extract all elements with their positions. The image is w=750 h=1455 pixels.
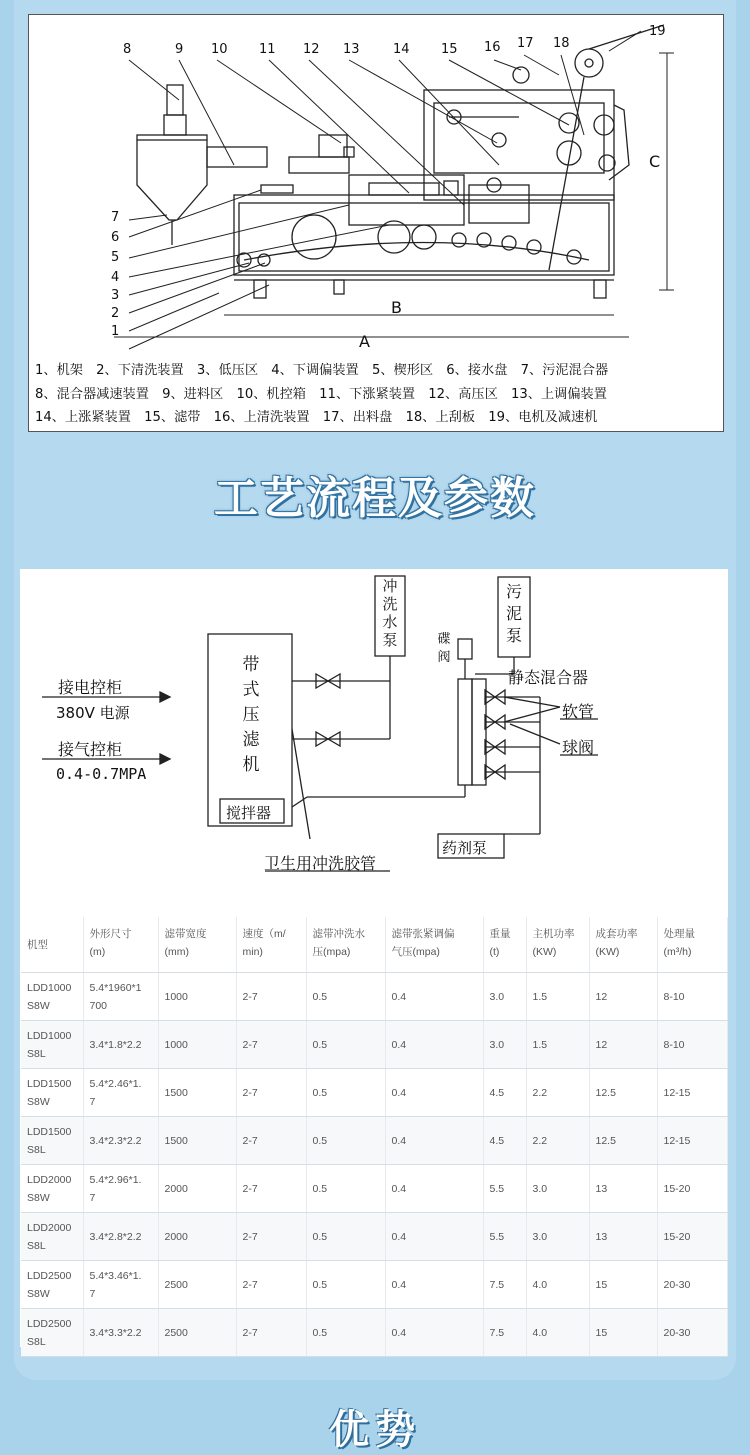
cell-line: LDD1000 [27, 1029, 72, 1042]
column-header [83, 917, 158, 973]
cell-line: 12.5 [595, 1086, 616, 1099]
table-cell [306, 1021, 385, 1069]
part-number: 11 [259, 42, 276, 57]
agitator-label: 搅拌器 [226, 804, 272, 822]
cell-line: 5.4*3.46*1. [89, 1269, 142, 1282]
column-header-line: (m³/h) [663, 946, 692, 958]
cell-line: 12-15 [663, 1134, 691, 1147]
table-cell [21, 973, 83, 1021]
column-header-line: 机型 [27, 938, 48, 951]
table-cell [657, 1213, 727, 1261]
part-number: 8 [123, 42, 132, 57]
power-value: 380V 电源 [56, 704, 130, 722]
column-header [306, 917, 385, 973]
part-number: 6 [111, 230, 120, 245]
legend-row [35, 383, 719, 407]
legend-item: 8、混合器减速装置 [35, 386, 149, 402]
cell-line: 2.2 [532, 1086, 548, 1099]
section-title: 工艺流程及参数 [214, 473, 536, 524]
table-cell [83, 973, 158, 1021]
table-cell [158, 1165, 236, 1213]
cell-line: LDD1500 [27, 1077, 72, 1090]
cell-line: 2-7 [242, 1230, 258, 1243]
cell-line: 2500 [164, 1326, 188, 1339]
part-number: 10 [211, 42, 228, 57]
table-cell [21, 1069, 83, 1117]
table-cell [21, 1117, 83, 1165]
legend-item: 5、楔形区 [371, 363, 434, 378]
table-cell [158, 1261, 236, 1309]
cell-line: 7.5 [489, 1278, 505, 1291]
column-header [385, 917, 483, 973]
dosing-pump-label: 药剂泵 [442, 839, 488, 857]
table-cell [83, 1069, 158, 1117]
table-cell [236, 1117, 306, 1165]
part-number: 16 [484, 40, 501, 55]
cell-line: 0.4 [391, 1326, 407, 1339]
part-number: 9 [175, 42, 184, 57]
legend-item: 6、接水盘 [446, 363, 508, 378]
table-cell [236, 1069, 306, 1117]
table-cell [483, 1069, 526, 1117]
table-cell [657, 1261, 727, 1309]
table-cell [83, 1117, 158, 1165]
cell-line: LDD1500 [27, 1125, 72, 1138]
table-cell [385, 973, 483, 1021]
cell-line: 0.4 [391, 1278, 407, 1291]
column-header-line: (mm) [164, 946, 189, 958]
cell-line: 3.4*3.3*2.2 [89, 1326, 142, 1339]
cell-line: 2-7 [242, 1134, 258, 1147]
table-cell [526, 973, 589, 1021]
table-cell [657, 1309, 727, 1357]
table-row [21, 1069, 727, 1117]
part-number: 15 [441, 42, 458, 57]
cell-line: 5.4*2.46*1. [89, 1077, 142, 1090]
legend-item: 11、下涨紧装置 [319, 386, 416, 402]
cell-line: S8W [27, 1191, 50, 1204]
table-cell [589, 1261, 657, 1309]
cell-line: 0.5 [312, 990, 328, 1003]
table-cell [483, 1117, 526, 1165]
cell-line: 13 [595, 1182, 608, 1195]
table-cell [236, 973, 306, 1021]
cell-line: S8L [27, 1143, 46, 1156]
column-header-line: 重量 [489, 928, 511, 940]
table-cell [483, 973, 526, 1021]
part-number: 5 [111, 250, 120, 265]
belt-press-label: 带 式 压 滤 机 [242, 655, 260, 775]
cell-line: 0.5 [312, 1134, 328, 1147]
cell-line: 7.5 [489, 1326, 505, 1339]
table-cell [83, 1213, 158, 1261]
table-cell [83, 1309, 158, 1357]
parameter-table [21, 917, 728, 1357]
cell-line: LDD2500 [27, 1317, 72, 1330]
column-header-line: 气压(mpa) [391, 946, 440, 958]
column-header-line: 处理量 [663, 928, 695, 940]
cell-line: 0.4 [391, 1182, 407, 1195]
table-row [21, 1117, 727, 1165]
part-number: 14 [393, 42, 410, 57]
table-cell [526, 1117, 589, 1165]
ball-valve-label: 球阀 [562, 738, 595, 757]
cell-line: 8-10 [663, 990, 685, 1003]
table-cell [589, 1213, 657, 1261]
table-cell [306, 1117, 385, 1165]
cell-line: 3.0 [489, 990, 505, 1003]
cell-line: 7 [89, 1095, 96, 1108]
table-cell [306, 1165, 385, 1213]
cell-line: 0.5 [312, 1182, 328, 1195]
parts-legend [35, 359, 719, 430]
legend-item: 16、上清洗装置 [213, 410, 310, 425]
cell-line: 3.0 [532, 1182, 548, 1195]
table-cell [657, 1165, 727, 1213]
table-cell [657, 1069, 727, 1117]
table-cell [158, 1021, 236, 1069]
process-flow-diagram [20, 569, 728, 917]
legend-item: 3、低压区 [196, 363, 259, 378]
table-cell [483, 1165, 526, 1213]
table-cell [657, 1021, 727, 1069]
dimension-b: B [391, 298, 402, 317]
table-cell [21, 1021, 83, 1069]
table-cell [306, 1213, 385, 1261]
cell-line: 1.5 [532, 990, 548, 1003]
table-cell [21, 1309, 83, 1357]
part-number: 1 [111, 324, 120, 339]
cell-line: 4.5 [489, 1086, 505, 1099]
cell-line: 0.5 [312, 1086, 328, 1099]
cell-line: 0.5 [312, 1278, 328, 1291]
column-header [236, 917, 306, 973]
table-cell [385, 1213, 483, 1261]
advantages-title: 优势 [329, 1407, 421, 1453]
cell-line: 3.0 [532, 1230, 548, 1243]
cell-line: 15-20 [663, 1230, 691, 1243]
cell-line: 8-10 [663, 1038, 685, 1051]
cell-line: LDD2000 [27, 1221, 72, 1234]
part-number: 13 [343, 42, 360, 57]
table-cell [589, 1309, 657, 1357]
cell-line: 2500 [164, 1278, 188, 1291]
table-cell [306, 1069, 385, 1117]
cell-line: 12 [595, 990, 608, 1003]
legend-row [35, 406, 719, 430]
cell-line: 3.4*1.8*2.2 [89, 1038, 142, 1051]
table-row [21, 1213, 727, 1261]
table-cell [385, 1261, 483, 1309]
legend-item: 2、下清洗装置 [96, 363, 184, 378]
dimension-a: A [359, 332, 370, 351]
cell-line: S8W [27, 999, 50, 1012]
column-header-line: min) [242, 946, 263, 958]
table-cell [158, 1117, 236, 1165]
legend-item: 9、进料区 [162, 386, 224, 402]
table-row [21, 1261, 727, 1309]
cell-line: 2-7 [242, 1182, 258, 1195]
column-header-line: 成套功率 [595, 928, 638, 940]
legend-item: 4、下调偏装置 [271, 363, 359, 378]
static-mixer-label: 静态混合器 [508, 668, 589, 687]
cell-line: 2-7 [242, 1278, 258, 1291]
cell-line: 1000 [164, 990, 188, 1003]
column-header [483, 917, 526, 973]
cell-line: 12-15 [663, 1086, 691, 1099]
column-header-line: (KW) [532, 946, 557, 958]
table-cell [526, 1069, 589, 1117]
table-cell [483, 1261, 526, 1309]
cell-line: 0.4 [391, 1230, 407, 1243]
cell-line: 1500 [164, 1134, 188, 1147]
table-cell [385, 1117, 483, 1165]
cell-line: 700 [89, 999, 108, 1012]
cell-line: 3.4*2.3*2.2 [89, 1134, 142, 1147]
legend-item: 12、高压区 [428, 386, 498, 402]
column-header-line: 压(mpa) [312, 946, 351, 958]
cell-line: 0.5 [312, 1230, 328, 1243]
column-header [21, 917, 83, 973]
cell-line: S8L [27, 1239, 46, 1252]
cell-line: 4.5 [489, 1134, 505, 1147]
legend-item: 10、机控箱 [236, 386, 306, 402]
wash-pump-label: 冲 洗 水 泵 [382, 577, 398, 649]
column-header-line: 滤带张紧调偏 [391, 928, 455, 940]
cell-line: 4.0 [532, 1326, 548, 1339]
cell-line: 7 [89, 1287, 96, 1300]
air-cabinet-label: 接气控柜 [58, 740, 123, 759]
column-header [526, 917, 589, 973]
table-cell [589, 1165, 657, 1213]
butterfly-valve-label: 碟 阀 [437, 632, 451, 665]
hygiene-hose-label: 卫生用冲洗胶管 [264, 854, 377, 873]
cell-line: 0.4 [391, 1086, 407, 1099]
cell-line: 20-30 [663, 1278, 691, 1291]
cell-line: 5.4*1960*1 [89, 981, 142, 994]
cell-line: 1.5 [532, 1038, 548, 1051]
table-cell [306, 1261, 385, 1309]
column-header-line: 主机功率 [532, 928, 575, 940]
machine-drawing [29, 15, 723, 355]
cell-line: 1500 [164, 1086, 188, 1099]
cell-line: S8W [27, 1287, 50, 1300]
part-number: 17 [517, 36, 534, 51]
table-cell [236, 1213, 306, 1261]
cell-line: 0.4 [391, 1134, 407, 1147]
cell-line: 3.4*2.8*2.2 [89, 1230, 142, 1243]
cell-line: 5.5 [489, 1230, 505, 1243]
column-header-line: (KW) [595, 946, 620, 958]
cell-line: 0.5 [312, 1038, 328, 1051]
table-cell [589, 1069, 657, 1117]
cell-line: 13 [595, 1230, 608, 1243]
cell-line: 2-7 [242, 990, 258, 1003]
column-header-line: 外形尺寸 [89, 928, 132, 940]
table-cell [158, 1309, 236, 1357]
part-number: 7 [111, 210, 120, 225]
power-cabinet-label: 接电控柜 [58, 678, 123, 697]
legend-item: 15、滤带 [144, 410, 201, 425]
table-cell [526, 1261, 589, 1309]
column-header-line: (t) [489, 946, 500, 958]
table-header-row [21, 917, 727, 973]
table-cell [385, 1021, 483, 1069]
table-cell [21, 1261, 83, 1309]
table-cell [83, 1165, 158, 1213]
part-number: 18 [553, 36, 570, 51]
legend-item: 18、上刮板 [405, 410, 476, 425]
cell-line: 2-7 [242, 1086, 258, 1099]
cell-line: 15 [595, 1278, 608, 1291]
table-cell [21, 1213, 83, 1261]
table-cell [526, 1165, 589, 1213]
legend-item: 13、上调偏装置 [511, 386, 607, 402]
part-number: 2 [111, 306, 120, 321]
table-cell [158, 1069, 236, 1117]
cell-line: 2000 [164, 1230, 188, 1243]
table-cell [657, 973, 727, 1021]
legend-item: 19、电机及减速机 [488, 410, 598, 425]
table-cell [526, 1309, 589, 1357]
cell-line: 20-30 [663, 1326, 691, 1339]
column-header [657, 917, 727, 973]
table-cell [236, 1309, 306, 1357]
table-row [21, 1309, 727, 1357]
table-cell [483, 1309, 526, 1357]
cell-line: 0.4 [391, 990, 407, 1003]
cell-line: 12 [595, 1038, 608, 1051]
table-cell [385, 1165, 483, 1213]
table-cell [526, 1213, 589, 1261]
dimension-c: C [649, 152, 661, 171]
table-row [21, 1165, 727, 1213]
cell-line: LDD2500 [27, 1269, 72, 1282]
table-cell [589, 1021, 657, 1069]
table-cell [158, 973, 236, 1021]
table-cell [21, 1165, 83, 1213]
table-cell [158, 1213, 236, 1261]
legend-item: 14、上涨紧装置 [35, 410, 131, 425]
table-cell [483, 1021, 526, 1069]
cell-line: 2.2 [532, 1134, 548, 1147]
column-header [589, 917, 657, 973]
cell-line: S8L [27, 1335, 46, 1348]
table-cell [306, 1309, 385, 1357]
legend-item: 1、机架 [35, 363, 83, 378]
table-cell [589, 973, 657, 1021]
cell-line: LDD1000 [27, 981, 72, 994]
part-number: 3 [111, 288, 120, 303]
part-number: 4 [111, 270, 120, 285]
legend-row [35, 359, 719, 383]
cell-line: 7 [89, 1191, 96, 1204]
sludge-pump-label: 污 泥 泵 [505, 582, 522, 645]
cell-line: 2-7 [242, 1038, 258, 1051]
column-header [158, 917, 236, 973]
column-header-line: 速度（m/ [242, 928, 286, 940]
part-number: 12 [303, 42, 320, 57]
table-cell [83, 1261, 158, 1309]
table-cell [236, 1021, 306, 1069]
machine-structure-diagram [28, 14, 724, 432]
parameter-table-container [20, 917, 728, 1347]
cell-line: 3.0 [489, 1038, 505, 1051]
table-cell [483, 1213, 526, 1261]
table-cell [385, 1309, 483, 1357]
table-cell [589, 1117, 657, 1165]
table-cell [306, 973, 385, 1021]
cell-line: 5.5 [489, 1182, 505, 1195]
cell-line: LDD2000 [27, 1173, 72, 1186]
cell-line: 12.5 [595, 1134, 616, 1147]
cell-line: S8W [27, 1095, 50, 1108]
air-value: 0.4-0.7MPA [56, 765, 147, 783]
table-cell [526, 1021, 589, 1069]
table-cell [236, 1261, 306, 1309]
cell-line: 15 [595, 1326, 608, 1339]
legend-item: 7、污泥混合器 [520, 363, 609, 378]
table-cell [83, 1021, 158, 1069]
cell-line: 0.5 [312, 1326, 328, 1339]
column-header-line: (m) [89, 946, 106, 958]
legend-item: 17、出料盘 [322, 410, 393, 425]
cell-line: 1000 [164, 1038, 188, 1051]
table-row [21, 1021, 727, 1069]
hose-label: 软管 [562, 702, 595, 721]
part-number: 19 [649, 24, 666, 39]
cell-line: 15-20 [663, 1182, 691, 1195]
column-header-line: 滤带冲洗水 [312, 928, 365, 940]
table-cell [385, 1069, 483, 1117]
column-header-line: 滤带宽度 [164, 928, 207, 940]
table-cell [236, 1165, 306, 1213]
cell-line: S8L [27, 1047, 46, 1060]
cell-line: 2-7 [242, 1326, 258, 1339]
cell-line: 5.4*2.96*1. [89, 1173, 142, 1186]
table-cell [657, 1117, 727, 1165]
cell-line: 2000 [164, 1182, 188, 1195]
cell-line: 0.4 [391, 1038, 407, 1051]
cell-line: 4.0 [532, 1278, 548, 1291]
table-row [21, 973, 727, 1021]
